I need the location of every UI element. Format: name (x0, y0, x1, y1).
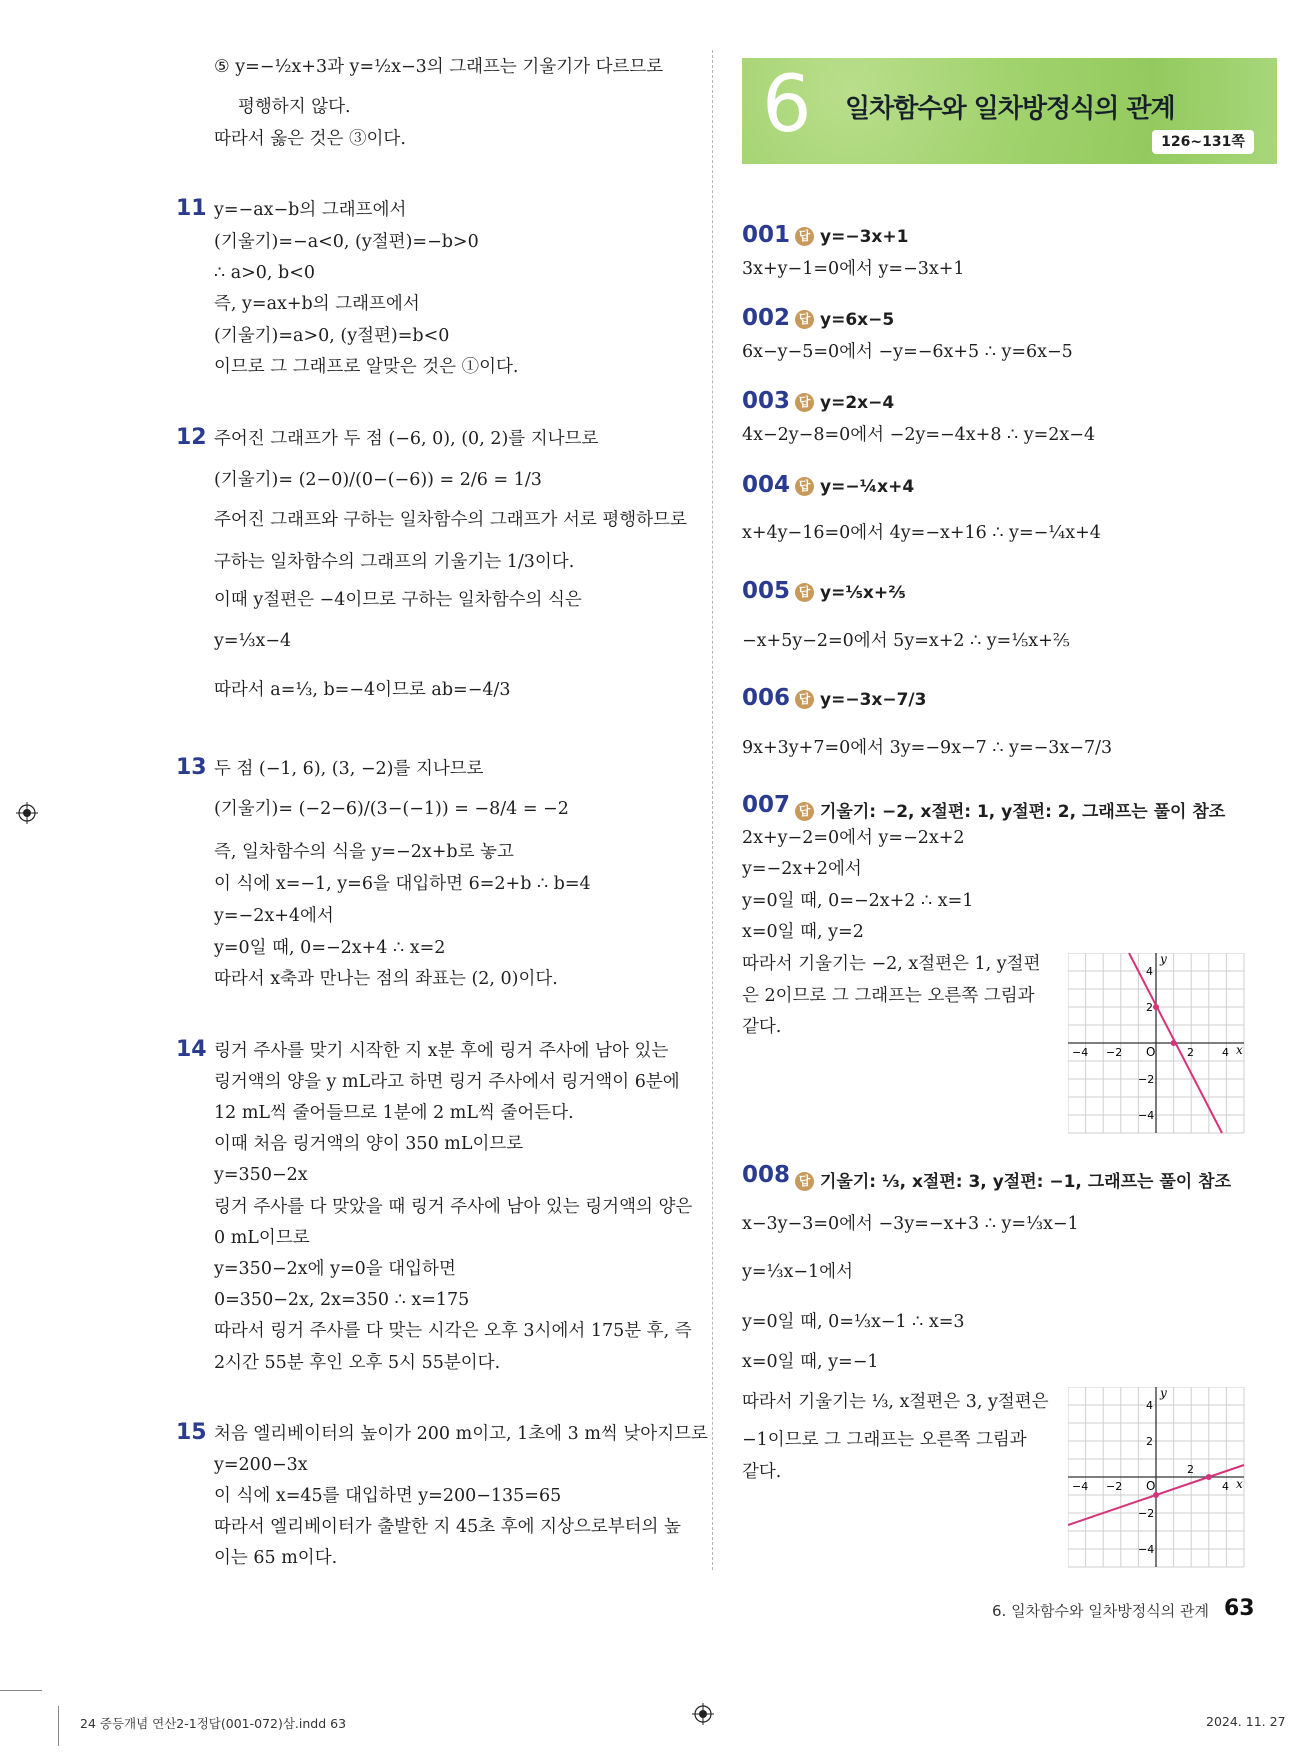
solution-007-line: y=0일 때, 0=−2x+2 ∴ x=1 (742, 891, 974, 911)
p13-line: y=−2x+4에서 (214, 906, 334, 926)
column-divider (712, 50, 713, 1570)
p14-line: 따라서 링거 주사를 다 맞는 시각은 오후 3시에서 175분 후, 즉 (214, 1321, 692, 1341)
footer-chapter-title: 6. 일차함수와 일차방정식의 관계 (992, 1602, 1209, 1620)
date-slug: 2024. 11. 27 (1206, 1714, 1286, 1729)
p11-line: y=−ax−b의 그래프에서 (214, 200, 407, 220)
answer-badge-icon: 답 (795, 1172, 814, 1191)
p15-line: 이 식에 x=45를 대입하면 y=200−135=65 (214, 1486, 562, 1506)
p13-line: 두 점 (−1, 6), (3, −2)를 지나므로 (214, 759, 484, 779)
p15-line: 처음 엘리베이터의 높이가 200 m이고, 1초에 3 m씩 낮아지므로 (214, 1424, 708, 1444)
p14-line: y=350−2x (214, 1165, 308, 1185)
crop-mark (58, 1706, 59, 1746)
item-number-001: 001 (742, 222, 791, 248)
p13-line: 이 식에 x=−1, y=6을 대입하면 6=2+b ∴ b=4 (214, 874, 591, 894)
problem-number-15: 15 (176, 1420, 207, 1445)
graph-point (1206, 1474, 1212, 1480)
solution-007-line: 은 2이므로 그 그래프는 오른쪽 그림과 (742, 986, 1035, 1006)
graph-point (1171, 1040, 1177, 1046)
solution-004: x+4y−16=0에서 4y=−x+16 ∴ y=−¼x+4 (742, 523, 1101, 543)
tick-label: 2 (1187, 1463, 1194, 1476)
answer-text: 기울기: −2, x절편: 1, y절편: 2, 그래프는 풀이 참조 (820, 802, 1226, 822)
answer-text: y=2x−4 (820, 393, 895, 413)
tick-label: −4 (1072, 1480, 1089, 1493)
origin-label: O (1146, 1045, 1156, 1059)
answer-008 (795, 1167, 1231, 1192)
graph-point (1153, 1492, 1159, 1498)
answer-005 (795, 583, 906, 603)
problem-number-12: 12 (176, 425, 207, 450)
answer-text: y=−¼x+4 (820, 477, 915, 497)
graph-point (1153, 1004, 1159, 1010)
p12-line: 따라서 a=⅓, b=−4이므로 ab=−4/3 (214, 680, 511, 700)
answer-003 (795, 393, 894, 413)
p14-line: 0 mL이므로 (214, 1228, 310, 1248)
p14-line: 12 mL씩 줄어들므로 1분에 2 mL씩 줄어든다. (214, 1103, 574, 1123)
solution-007-line: 따라서 기울기는 −2, x절편은 1, y절편 (742, 954, 1041, 974)
item-number-006: 006 (742, 685, 791, 711)
p14-line: 링거 주사를 맞기 시작한 지 x분 후에 링거 주사에 남아 있는 (214, 1041, 669, 1061)
tick-label: 2 (1146, 1001, 1153, 1014)
answer-text: y=⅕x+⅖ (820, 583, 906, 603)
solution-008-line: y=⅓x−1에서 (742, 1262, 853, 1282)
chapter-number: 6 (762, 60, 812, 150)
item-number-005: 005 (742, 578, 791, 604)
cont10-line-2: 평행하지 않다. (238, 97, 351, 117)
tick-label: 2 (1187, 1046, 1194, 1059)
solution-008-line: 같다. (742, 1462, 782, 1482)
answer-badge-icon: 답 (795, 227, 814, 246)
p15-line: y=200−3x (214, 1455, 308, 1475)
file-slug: 24 중등개념 연산2-1정답(001-072)삼.indd 63 (80, 1716, 347, 1731)
tick-label: 2 (1146, 1435, 1153, 1448)
solution-007-line: 2x+y−2=0에서 y=−2x+2 (742, 828, 965, 848)
answer-badge-icon: 답 (795, 690, 814, 709)
item-number-002: 002 (742, 305, 791, 331)
origin-label: O (1146, 1479, 1156, 1493)
tick-label: 4 (1146, 1399, 1153, 1412)
p11-line: (기울기)=a>0, (y절편)=b<0 (214, 326, 450, 346)
tick-label: −4 (1138, 1543, 1155, 1556)
solution-008-line: −1이므로 그 그래프는 오른쪽 그림과 (742, 1430, 1027, 1450)
chapter-title: 일차함수와 일차방정식의 관계 (845, 94, 1175, 124)
answer-text: y=−3x−7/3 (820, 690, 927, 710)
p12-line: 주어진 그래프가 두 점 (−6, 0), (0, 2)를 지나므로 (214, 429, 599, 449)
tick-label: −4 (1072, 1046, 1089, 1059)
p15-line: 따라서 엘리베이터가 출발한 지 45초 후에 지상으로부터의 높 (214, 1517, 681, 1537)
solution-001: 3x+y−1=0에서 y=−3x+1 (742, 259, 965, 279)
tick-label: −2 (1106, 1046, 1123, 1059)
tick-label: 4 (1222, 1046, 1229, 1059)
p11-line: ∴ a>0, b<0 (214, 263, 316, 283)
answer-007 (795, 797, 1225, 822)
registration-mark-icon (16, 802, 38, 824)
p13-line: 따라서 x축과 만나는 점의 좌표는 (2, 0)이다. (214, 969, 558, 989)
solution-007-line: y=−2x+2에서 (742, 859, 862, 879)
answer-text: y=6x−5 (820, 310, 895, 330)
problem-number-14: 14 (176, 1037, 207, 1062)
item-number-007: 007 (742, 792, 791, 818)
p14-line: 2시간 55분 후인 오후 5시 55분이다. (214, 1353, 501, 1373)
p14-line: 이때 처음 링거액의 양이 350 mL이므로 (214, 1134, 524, 1154)
solution-003: 4x−2y−8=0에서 −2y=−4x+8 ∴ y=2x−4 (742, 425, 1096, 445)
solution-002: 6x−y−5=0에서 −y=−6x+5 ∴ y=6x−5 (742, 342, 1073, 362)
graph-007 (1068, 953, 1246, 1135)
p12-line: (기울기)= (2−0)/(0−(−6)) = 2/6 = 1/3 (214, 470, 542, 490)
axis-y-label: y (1160, 1387, 1167, 1400)
page-range-badge: 126~131쪽 (1152, 130, 1254, 154)
tick-label: −2 (1138, 1073, 1155, 1086)
solution-008-line: x−3y−3=0에서 −3y=−x+3 ∴ y=⅓x−1 (742, 1214, 1079, 1234)
answer-badge-icon: 답 (795, 802, 814, 821)
tick-label: 4 (1222, 1480, 1229, 1493)
p14-line: 링거액의 양을 y mL라고 하면 링거 주사에서 링거액이 6분에 (214, 1072, 680, 1092)
problem-number-13: 13 (176, 755, 207, 780)
crop-mark (0, 1690, 42, 1691)
p13-line: (기울기)= (−2−6)/(3−(−1)) = −8/4 = −2 (214, 799, 569, 819)
item-number-008: 008 (742, 1162, 791, 1188)
registration-mark-icon (692, 1703, 714, 1725)
p13-line: 즉, 일차함수의 식을 y=−2x+b로 놓고 (214, 842, 514, 862)
cont10-line-3: 따라서 옳은 것은 ③이다. (214, 129, 406, 149)
p11-line: (기울기)=−a<0, (y절편)=−b>0 (214, 232, 479, 252)
p12-line: 구하는 일차함수의 그래프의 기울기는 1/3이다. (214, 552, 575, 572)
p13-line: y=0일 때, 0=−2x+4 ∴ x=2 (214, 938, 446, 958)
tick-label: −4 (1138, 1109, 1155, 1122)
answer-001 (795, 227, 908, 247)
p14-line: 링거 주사를 다 맞았을 때 링거 주사에 남아 있는 링거액의 양은 (214, 1197, 693, 1217)
solution-008-line: x=0일 때, y=−1 (742, 1352, 879, 1372)
answer-badge-icon: 답 (795, 310, 814, 329)
p15-line: 이는 65 m이다. (214, 1548, 338, 1568)
solution-007-line: 같다. (742, 1017, 782, 1037)
p11-line: 즉, y=ax+b의 그래프에서 (214, 294, 420, 314)
answer-004 (795, 477, 914, 497)
p14-line: y=350−2x에 y=0을 대입하면 (214, 1259, 456, 1279)
solution-007-line: x=0일 때, y=2 (742, 922, 864, 942)
answer-text: 기울기: ⅓, x절편: 3, y절편: −1, 그래프는 풀이 참조 (820, 1172, 1231, 1192)
chapter-header (742, 58, 1277, 164)
problem-number-11: 11 (176, 196, 207, 221)
solution-008-line: 따라서 기울기는 ⅓, x절편은 3, y절편은 (742, 1392, 1049, 1412)
tick-label: −2 (1138, 1507, 1155, 1520)
p14-line: 0=350−2x, 2x=350 ∴ x=175 (214, 1290, 470, 1310)
answer-text: y=−3x+1 (820, 227, 909, 247)
answer-badge-icon: 답 (795, 393, 814, 412)
cont10-line-1: ⑤ y=−½x+3과 y=½x−3의 그래프는 기울기가 다르므로 (214, 57, 664, 77)
solution-008-line: y=0일 때, 0=⅓x−1 ∴ x=3 (742, 1312, 965, 1332)
item-number-003: 003 (742, 388, 791, 414)
graph-008 (1068, 1387, 1246, 1569)
item-number-004: 004 (742, 472, 791, 498)
answer-002 (795, 310, 894, 330)
p12-line: y=⅓x−4 (214, 631, 292, 651)
p12-line: 이때 y절편은 −4이므로 구하는 일차함수의 식은 (214, 590, 582, 610)
answer-badge-icon: 답 (795, 583, 814, 602)
solution-005: −x+5y−2=0에서 5y=x+2 ∴ y=⅕x+⅖ (742, 631, 1070, 651)
axis-y-label: y (1160, 953, 1167, 966)
answer-006 (795, 690, 926, 710)
axis-x-label: x (1236, 1043, 1243, 1057)
p12-line: 주어진 그래프와 구하는 일차함수의 그래프가 서로 평행하므로 (214, 510, 687, 530)
solution-006: 9x+3y+7=0에서 3y=−9x−7 ∴ y=−3x−7/3 (742, 738, 1113, 758)
p11-line: 이므로 그 그래프로 알맞은 것은 ①이다. (214, 357, 519, 377)
answer-badge-icon: 답 (795, 477, 814, 496)
axis-x-label: x (1236, 1477, 1243, 1491)
tick-label: 4 (1146, 965, 1153, 978)
page-number: 63 (1224, 1596, 1255, 1621)
tick-label: −2 (1106, 1480, 1123, 1493)
